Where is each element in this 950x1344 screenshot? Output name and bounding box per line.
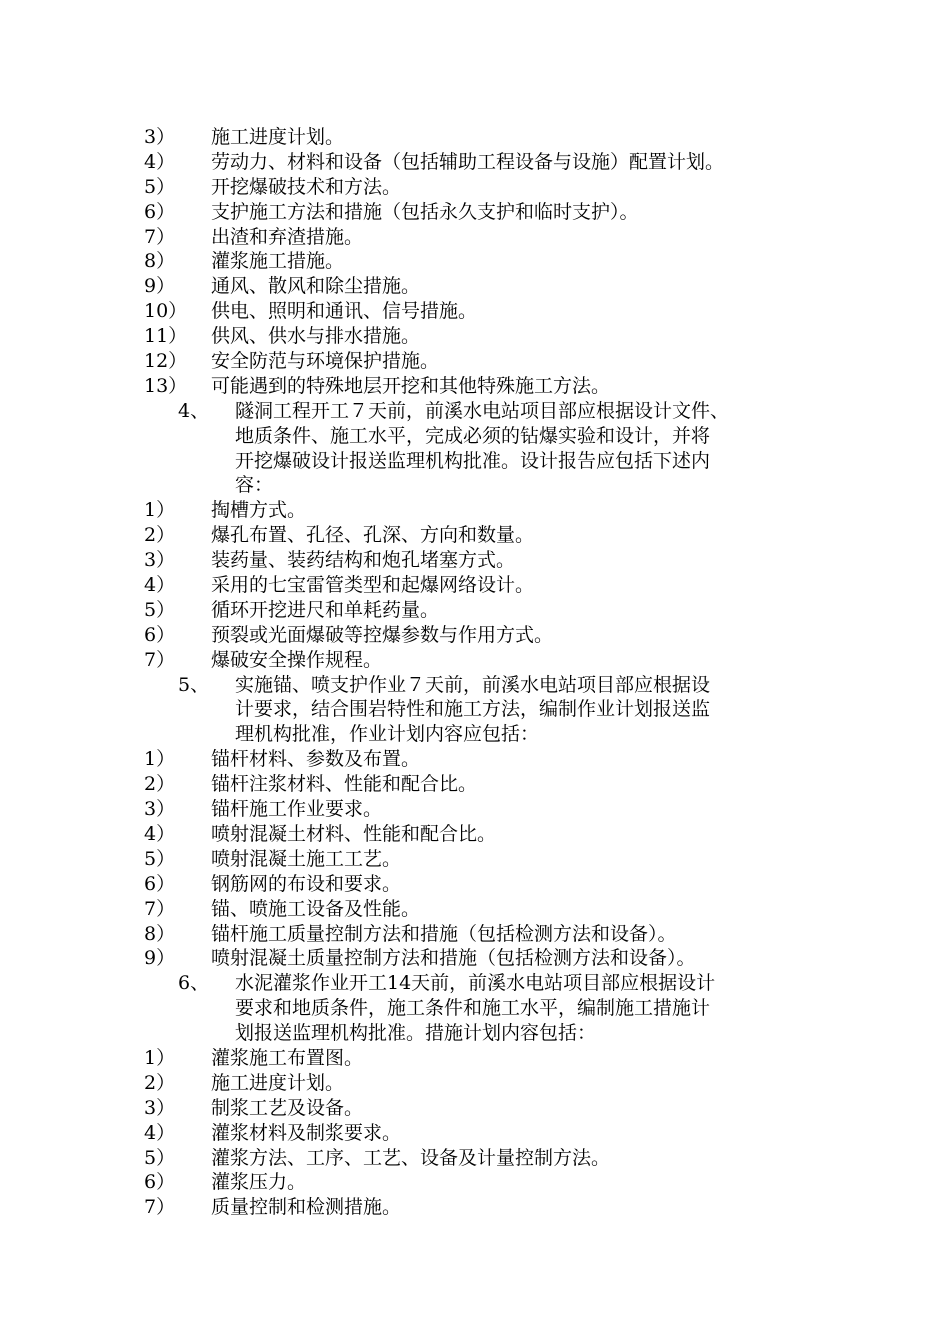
list-item: 2） 爆孔布置、孔径、孔深、方向和数量。 (144, 524, 535, 547)
list-item: 5） 喷射混凝土施工工艺。 (144, 847, 402, 870)
list-item: 4） 采用的七宝雷管类型和起爆网络设计。 (144, 574, 535, 597)
document-page (0, 122, 950, 1217)
list-item: 3） 锚杆施工作业要求。 (144, 798, 383, 821)
list-item: 6） 预裂或光面爆破等控爆参数与作用方式。 (144, 623, 554, 646)
list-item: 5） 灌浆方法、工序、工艺、设备及计量控制方法。 (144, 1146, 611, 1169)
list-item: 4） 喷射混凝土材料、性能和配合比。 (144, 822, 497, 845)
list-item: 8） 锚杆施工质量控制方法和措施（包括检测方法和设备）。 (144, 922, 677, 945)
list-item: 3） 施工进度计划。 (144, 126, 345, 148)
paragraph-5-line: 5、 实施锚、喷支护作业７天前，前溪水电站项目部应根据设 (178, 673, 711, 696)
list-item: 4） 灌浆材料及制浆要求。 (144, 1121, 402, 1144)
list-item: 10） 供电、照明和通讯、信号措施。 (144, 300, 478, 323)
list-item: 3） 制浆工艺及设备。 (144, 1096, 364, 1119)
list-item: 1） 锚杆材料、参数及布置。 (144, 748, 421, 771)
list-item: 7） 锚、喷施工设备及性能。 (144, 897, 421, 920)
list-item: 3） 装药量、装药结构和炮孔堵塞方式。 (144, 549, 516, 572)
list-item: 5） 循环开挖进尺和单耗药量。 (144, 598, 440, 621)
list-item: 7） 爆破安全操作规程。 (144, 648, 383, 671)
paragraph-4-line: 4、 隧洞工程开工７天前，前溪水电站项目部应根据设计文件、 (178, 399, 730, 422)
list-item: 1） 掏槽方式。 (144, 499, 307, 522)
paragraph-5-line: 理机构批准，作业计划内容应包括： (235, 723, 540, 746)
list-item: 9） 通风、散风和除尘措施。 (144, 275, 421, 298)
list-item: 6） 钢筋网的布设和要求。 (144, 872, 402, 895)
list-item: 13） 可能遇到的特殊地层开挖和其他特殊施工方法。 (144, 374, 611, 397)
list-item: 7） 出渣和弃渣措施。 (144, 225, 364, 248)
paragraph-4-line: 开挖爆破设计报送监理机构批准。设计报告应包括下述内 (235, 449, 711, 472)
list-item: 9） 喷射混凝土质量控制方法和措施（包括检测方法和设备）。 (144, 947, 696, 970)
paragraph-4-line: 地质条件、施工水平，完成必须的钻爆实验和设计，并将 (235, 424, 711, 447)
list-item: 5） 开挖爆破技术和方法。 (144, 175, 402, 198)
paragraph-6-line: 要求和地质条件，施工条件和施工水平，编制施工措施计 (235, 997, 711, 1020)
list-item: 2） 施工进度计划。 (144, 1071, 345, 1094)
paragraph-6-line: 6、 水泥灌浆作业开工14天前，前溪水电站项目部应根据设计 (178, 972, 716, 995)
paragraph-5-line: 计要求，结合围岩特性和施工方法，编制作业计划报送监 (235, 698, 711, 721)
list-item: 4） 劳动力、材料和设备（包括辅助工程设备与设施）配置计划。 (144, 150, 725, 173)
list-item: 7） 质量控制和检测措施。 (144, 1196, 402, 1219)
list-item: 2） 锚杆注浆材料、性能和配合比。 (144, 773, 478, 796)
paragraph-4-line: 容： (235, 474, 274, 497)
list-item: 12） 安全防范与环境保护措施。 (144, 350, 440, 373)
list-item: 1） 灌浆施工布置图。 (144, 1046, 364, 1069)
paragraph-6-line: 划报送监理机构批准。措施计划内容包括： (235, 1022, 597, 1045)
list-item: 8） 灌浆施工措施。 (144, 250, 345, 273)
list-item: 11） 供风、供水与排水措施。 (144, 325, 421, 348)
list-item: 6） 支护施工方法和措施（包括永久支护和临时支护）。 (144, 200, 639, 223)
list-item: 6） 灌浆压力。 (144, 1171, 307, 1194)
